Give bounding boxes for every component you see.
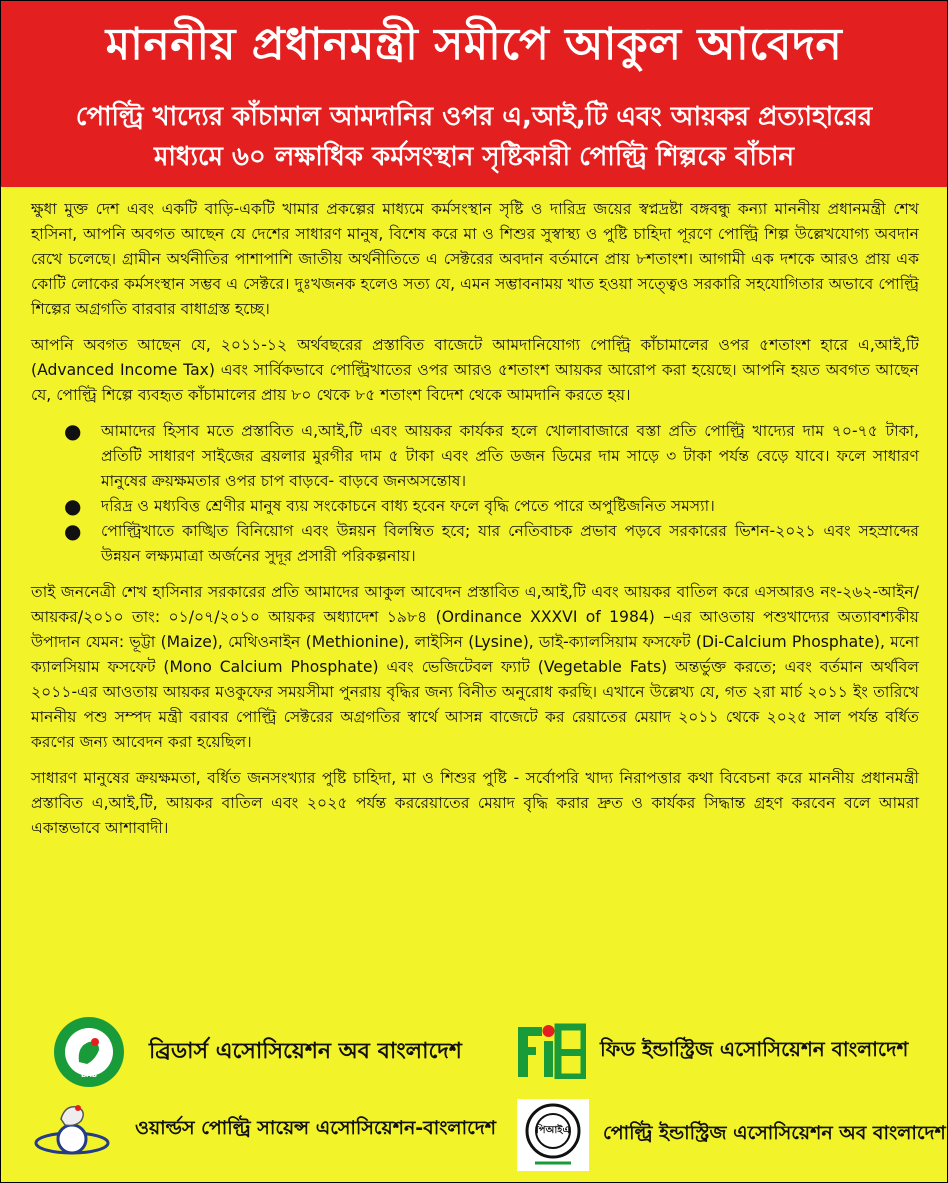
list-item: ● আমাদের হিসাব মতে প্রস্তাবিত এ,আই,টি এবং আয়কর কার্যকর হলে খোলাবাজারে বস্তা প্রতি পোল্ট্রি খাদ্যের দাম ৭০-৭৫ টাকা, প্রতিটি সাধারণ সাইজের ব্রয়লার মুরগীর দাম ৫ টাকা এবং প্রতি ডজন ডিমের দাম সাড়ে ৩ টাকা পর্যন্ত বেড়ে যাবে। ফলে সাধারণ মানুষের ক্রয়ক্ষমতার ওপর চাপ বাড়বে- বাড়বে জনঅসন্তোষ। bbox=[64, 419, 919, 490]
fiab-logo-icon bbox=[516, 1023, 586, 1079]
list-item: ● পোল্ট্রিখাতে কাঙ্খিত বিনিয়োগ এবং উন্নয়ন বিলম্বিত হবে; যার নেতিবাচক প্রভাব পড়বে সরকারের ভিশন-২০২১ এবং সহস্রাব্দের উন্নয়ন লক্ষ্যমাত্রা অর্জনের সুদূর প্রসারী পরিকল্পনায়। bbox=[64, 519, 919, 565]
pia-logo-icon: পিআইএ bbox=[517, 1099, 589, 1171]
paragraph-1: ক্ষুধা মুক্ত দেশ এবং একটি বাড়ি-একটি খামার প্রকল্পের মাধ্যমে কর্মসংস্থান সৃষ্টি ও দারিদ্র জয়ের স্বপ্নদ্রষ্টা বঙ্গবন্ধু কন্যা মাননীয় প্রধানমন্ত্রী শেখ হাসিনা, আপনি অবগত আছেন যে দেশের সাধারণ মানুষ, বিশেষ করে মা ও শিশুর সুস্বাস্থ্য ও পুষ্টি চাহিদা পূরণে পোল্ট্রি শিল্প উল্লেখযোগ্য অবদান রেখে চলেছে। গ্রামীন অর্থনীতির পাশাপাশি জাতীয় অর্থনীতিতে এ সেক্টরের অবদান বর্তমানে প্রায় ৮শতাংশ। আগামী এক দশকে আরও প্রায় এক কোটি লোকের কর্মসংস্থান সম্ভব এ সেক্টরে। দুঃখজনক হলেও সত্য যে, এমন সম্ভাবনাময় খাত হওয়া সত্ত্বেও সরকারি সহযোগিতার অভাবে পোল্ট্রি শিল্পের অগ্রগতি বারবার বাধাগ্রস্ত হচ্ছে। bbox=[31, 200, 919, 318]
org-name: ওয়ার্ল্ডস পোল্ট্রি সায়েন্স এসোসিয়েশন-বাংলাদেশ bbox=[135, 1117, 496, 1139]
bullet-list bbox=[31, 419, 919, 569]
header-banner bbox=[1, 1, 947, 187]
paragraph-2: আপনি অবগত আছেন যে, ২০১১-১২ অর্থবছরের প্রস্তাবিত বাজেটে আমদানিযোগ্য পোল্ট্রি কাঁচামালের ওপর ৫শতাংশ হারে এ,আই,টি (Advanced Income Tax) এবং সার্বিকভাবে পোল্ট্রিখাতের ওপর আরও ৫শতাংশ আয়কর আরোপ করা হয়েছে। আপনি হয়ত অবগত আছেন যে, পোল্ট্রি শিল্পে ব্যবহৃত কাঁচামালের প্রায় ৮০ থেকে ৮৫ শতাংশ বিদেশ থেকে আমদানি করতে হয়। bbox=[31, 336, 919, 404]
org-feed-industries bbox=[516, 1023, 908, 1079]
subtitle bbox=[1, 97, 947, 177]
org-name: ব্রিডার্স এসোসিয়েশন অব বাংলাদেশ bbox=[149, 1038, 462, 1064]
bullet-icon: ● bbox=[64, 419, 82, 443]
bullet-icon: ● bbox=[64, 494, 82, 518]
subtitle-line-1: পোল্ট্রি খাদ্যের কাঁচামাল আমদানির ওপর এ,আই,টি এবং আয়কর প্রত্যাহারের bbox=[75, 102, 873, 132]
paragraph-3: তাই জননেত্রী শেখ হাসিনার সরকারের প্রতি আমাদের আকুল আবেদন প্রস্তাবিত এ,আই,টি এবং আয়কর বাতিল করে এসআরও নং-২৬২-আইন/আয়কর/২০১০ তাং: ০১/০৭/২০১০ আয়কর অধ্যাদেশ ১৯৮৪ (Ordinance XXXVI of 1984) –এর আওতায় পশুখাদ্যের অত্যাবশ্যকীয় উপাদান যেমন: ভূট্টা (Maize), মেথিওনাইন (Methionine), লাইসিন (Lysine), ডাই-ক্যালসিয়াম ফসফেট (Di-Calcium Phosphate), মনো ক্যালসিয়াম ফসফেট (Mono Calcium Phosphate) এবং ভেজিটেবল ফ্যাট (Vegetable Fats) অন্তর্ভুক্ত করতে; এবং বর্তমান অর্থবিল ২০১১-এর আওতায় আয়কর মওকুফের সময়সীমা পুনরায় বৃদ্ধির জন্য বিনীত অনুরোধ করছি। এখানে উল্লেখ্য যে, গত ২রা মার্চ ২০১১ ইং তারিখে মাননীয় পশু সম্পদ মন্ত্রী বরাবর পোল্ট্রি সেক্টরের অগ্রগতির স্বার্থে আসন্ন বাজেটে কর রেয়াতের মেয়াদ ২০১১ থেকে ২০২৫ সাল পর্যন্ত বর্ধিত করণের জন্য আবেদন করা হয়েছিল। bbox=[31, 583, 920, 751]
org-name: পোল্ট্রি ইন্ডাস্ট্রিজ এসোসিয়েশন অব বাংলাদেশ bbox=[603, 1122, 946, 1144]
body-text bbox=[31, 197, 919, 852]
list-item: ● দরিদ্র ও মধ্যবিত্ত শ্রেণীর মানুষ ব্যয় সংকোচনে বাধ্য হবেন ফলে বৃদ্ধি পেতে পারে অপুষ্টিজনিত সমস্যা। bbox=[64, 494, 715, 518]
wpsa-logo-icon bbox=[31, 1099, 113, 1161]
breeders-logo-icon: BAB bbox=[53, 1016, 125, 1088]
footer-logos bbox=[1, 1011, 947, 1181]
page-title: মাননীয় প্রধানমন্ত্রী সমীপে আকুল আবেদন bbox=[105, 19, 843, 70]
org-worlds-poultry-science bbox=[31, 1099, 496, 1161]
paragraph-4: সাধারণ মানুষের ক্রয়ক্ষমতা, বর্ধিত জনসংখ্যার পুষ্টি চাহিদা, মা ও শিশুর পুষ্টি - সর্বোপরি খাদ্য নিরাপত্তার কথা বিবেচনা করে মাননীয় প্রধানমন্ত্রী প্রস্তাবিত এ,আই,টি, আয়কর বাতিল এবং ২০২৫ পর্যন্ত কররেয়াতের মেয়াদ বৃদ্ধি করার দ্রুত ও কার্যকর সিদ্ধান্ত গ্রহণ করবেন বলে আমরা একান্তভাবে আশাবাদী। bbox=[31, 769, 919, 837]
org-poultry-industries bbox=[517, 1099, 946, 1171]
subtitle-line-2: মাধ্যমে ৬০ লক্ষাধিক কর্মসংস্থান সৃষ্টিকারী পোল্ট্রি শিল্পকে বাঁচান bbox=[153, 142, 795, 172]
org-name: ফিড ইন্ডাস্ট্রিজ এসোসিয়েশন বাংলাদেশ bbox=[600, 1036, 909, 1061]
bullet-icon: ● bbox=[64, 519, 82, 543]
org-breeders bbox=[53, 1016, 462, 1088]
